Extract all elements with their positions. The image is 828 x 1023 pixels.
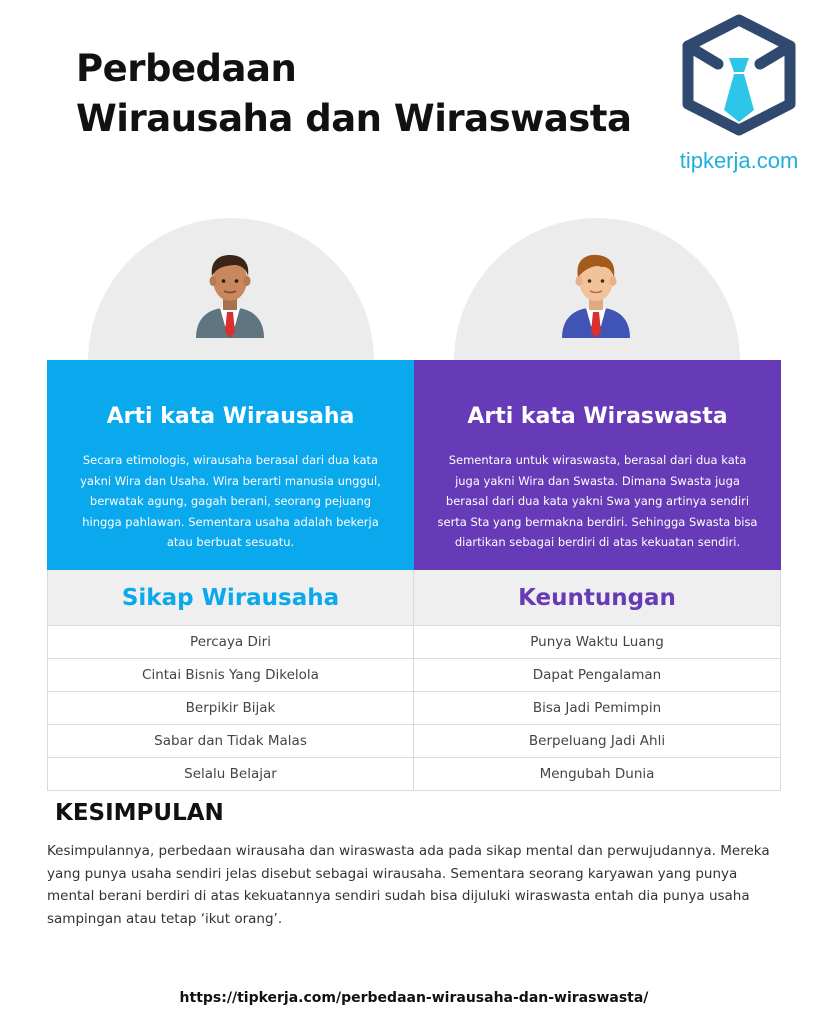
header-sikap-wirausaha: Sikap Wirausaha bbox=[48, 570, 414, 625]
panel-wiraswasta-text: Sementara untuk wiraswasta, berasal dari dua kata juga yakni Wira dan Swasta. Dimana Swasta juga berasal dari dua kata yakni Swa yang artinya sendiri serta Sta yang bermakna berdiri. Sehingga Swasta bisa diartikan sebagai berdiri di atas kekuatan sendiri. bbox=[437, 453, 758, 549]
table-cell: Berpikir Bijak bbox=[48, 692, 414, 724]
page-title-line-2: Wirausaha dan Wiraswasta bbox=[76, 97, 632, 140]
logo-text: tipkerja.com bbox=[679, 148, 799, 173]
businessman-blue-suit-icon bbox=[560, 250, 632, 338]
page-title-line-1: Perbedaan bbox=[76, 47, 297, 90]
table-row bbox=[48, 757, 780, 790]
conclusion-text: Kesimpulannya, perbedaan wirausaha dan wiraswasta ada pada sikap mental dan perwujudannya. Mereka yang punya usaha sendiri jelas disebut sebagai wirausaha. Sementara seorang karyawan yang punya mental berani berdiri di atas kekuatannya sendiri sudah bisa dijuluki wiraswasta entah dia punya usaha sampingan atau tetap ‘ikut orang’. bbox=[47, 843, 770, 927]
panel-wirausaha-title: Arti kata Wirausaha bbox=[106, 404, 355, 429]
comparison-table bbox=[47, 570, 781, 791]
panel-wiraswasta-title: Arti kata Wiraswasta bbox=[467, 404, 728, 429]
table-row bbox=[48, 724, 780, 757]
table-cell: Percaya Diri bbox=[48, 626, 414, 658]
table-cell: Sabar dan Tidak Malas bbox=[48, 725, 414, 757]
table-cell: Bisa Jadi Pemimpin bbox=[532, 700, 662, 716]
tipkerja-logo[interactable] bbox=[672, 14, 806, 184]
table-cell: Punya Waktu Luang bbox=[530, 634, 664, 650]
table-cell: Dapat Pengalaman bbox=[532, 667, 662, 683]
panel-wirausaha bbox=[47, 360, 414, 570]
panel-wirausaha-text: Secara etimologis, wirausaha berasal dari dua kata yakni Wira dan Usaha. Wira berarti manusia unggul, berwatak agung, gagah berani, seorang pejuang hingga pahlawan. Sementara usaha adalah bekerja atau berbuat sesuatu. bbox=[80, 453, 381, 549]
panel-wiraswasta bbox=[414, 360, 781, 570]
table-row bbox=[48, 658, 780, 691]
table-cell: Mengubah Dunia bbox=[539, 766, 655, 782]
table-row bbox=[48, 625, 780, 658]
table-header bbox=[48, 570, 780, 625]
table-row bbox=[48, 691, 780, 724]
cube-necktie-icon bbox=[678, 14, 800, 136]
table-cell: Berpeluang Jadi Ahli bbox=[528, 733, 666, 749]
businessman-brown-suit-icon bbox=[194, 250, 266, 338]
page-title bbox=[76, 44, 676, 144]
source-url-link[interactable]: https://tipkerja.com/perbedaan-wirausaha-dan-wiraswasta/ bbox=[179, 990, 649, 1006]
table-cell: Selalu Belajar bbox=[48, 758, 414, 790]
header-keuntungan: Keuntungan bbox=[518, 584, 676, 611]
table-cell: Cintai Bisnis Yang Dikelola bbox=[48, 659, 414, 691]
conclusion-title: KESIMPULAN bbox=[55, 800, 224, 826]
